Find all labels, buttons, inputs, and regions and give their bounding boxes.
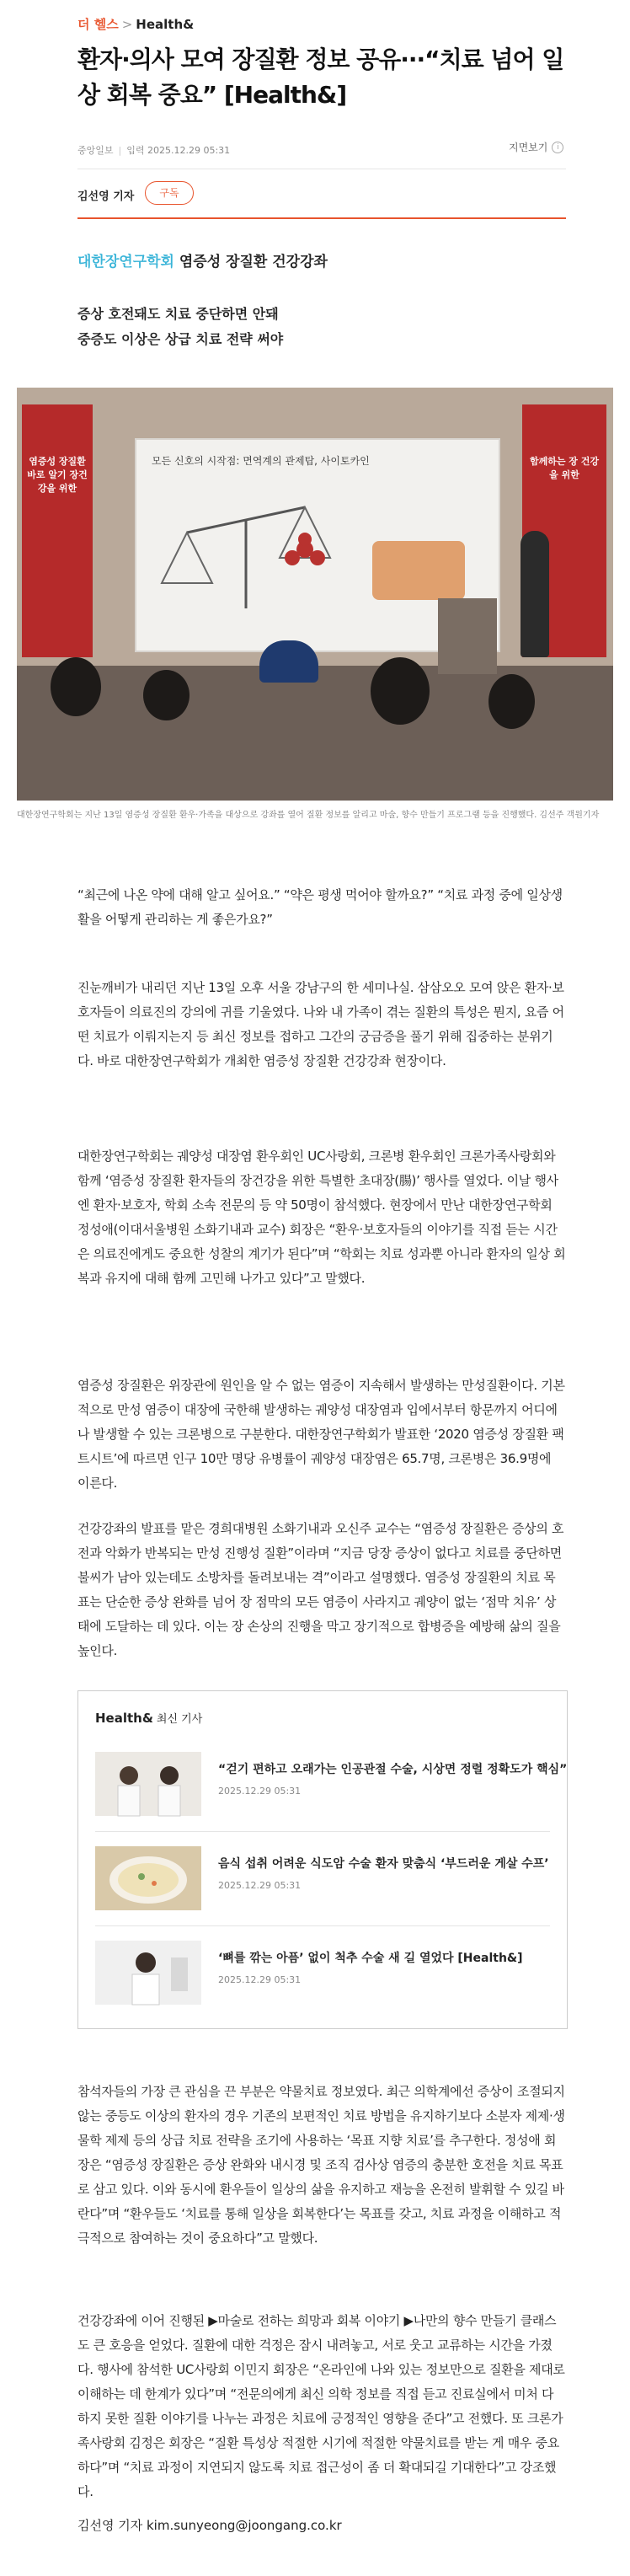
related-item[interactable] bbox=[95, 1836, 550, 1920]
related-headline: 음식 섭취 어려운 식도암 수술 환자 맞춤식 ‘부드러운 게살 수프’ bbox=[218, 1857, 549, 1871]
article-paragraph: 염증성 장질환은 위장관에 원인을 알 수 없는 염증이 지속해서 발생하는 만성질환이다. 기본적으로 만성 염증이 대장에 국한해 발생하는 궤양성 대장염과 입에서부터 항문까지 어디에나 발생할 수 있는 크론병으로 구분한다. 대한장연구학회가 발표한 ‘2020 염증성 장질환 팩트시트’에 따르면 인구 10만 명당 유병률이 궤양성 대장염은 65.7명, 크론병은 36.9명에 이른다. bbox=[77, 1378, 565, 1491]
reporter-name[interactable]: 김선영 기자 bbox=[77, 190, 135, 203]
photo-caption: 대한장연구학회는 지난 13일 염증성 장질환 환우·가족을 대상으로 강좌를 열어 질환 정보를 알리고 마술, 향수 만들기 프로그램 등을 진행했다. 김선주 객원기자 bbox=[17, 811, 600, 820]
article-summary bbox=[77, 302, 283, 352]
info-icon: i bbox=[552, 142, 563, 153]
subtitle-rest: 염증성 장질환 건강강좌 bbox=[174, 254, 328, 270]
article-paragraph: 진눈깨비가 내리던 지난 13일 오후 서울 강남구의 한 세미나실. 삼삼오오 모여 앉은 환자·보호자들이 의료진의 강의에 귀를 기울였다. 나와 내 가족이 겪는 질환의 특성은 뭔지, 요즘 어떤 치료가 이뤄지는지 등 최신 정보를 접하고 그간의 궁금증을 풀기 위해 집중하는 분위기다. 바로 대한장연구학회가 개최한 염증성 장질환 건강강좌 현장이다. bbox=[77, 980, 564, 1068]
speaker-figure bbox=[521, 531, 549, 657]
breadcrumb-separator: > bbox=[121, 17, 133, 32]
event-banner-left: 염증성 장질환 바로 알기 장건강을 위한 bbox=[22, 404, 93, 657]
breadcrumb-section[interactable]: Health& bbox=[136, 17, 195, 32]
event-banner-right: 함께하는 장 건강을 위한 bbox=[522, 404, 606, 657]
summary-line: 중증도 이상은 상급 치료 전략 써야 bbox=[77, 331, 284, 347]
related-headline: “걷기 편하고 오래가는 인공관절 수술, 시상면 정렬 정확도가 핵심” bbox=[218, 1763, 568, 1776]
related-date: 2025.12.29 05:31 bbox=[218, 1880, 302, 1891]
print-view-button[interactable] bbox=[509, 140, 563, 154]
article-paragraph: 건강강좌에 이어 진행된 ▶마술로 전하는 희망과 회복 이야기 ▶나만의 향수 만들기 클래스도 큰 호응을 얻었다. 질환에 대한 걱정은 잠시 내려놓고, 서로 웃고 교류하는 시간을 가졌다. 행사에 참석한 UC사랑회 이민지 회장은 “온라인에 나와 있는 정보만으로 질환을 제대로 이해하는 데 한계가 있다”며 “전문의에게 최신 의학 정보를 직접 듣고 진료실에서 미처 다 하지 못한 질환 이야기를 나누는 과정은 치료에 긍정적인 영향을 준다”고 전했다. 또 크론가족사랑회 김정은 회장은 “질환 특성상 적절한 시기에 적절한 약물치료를 받는 게 매우 중요하다”며 “치료 과정이 지연되지 않도록 치료 접근성이 좀 더 확대되길 기대한다”고 강조했다. bbox=[77, 2313, 565, 2499]
screen-title: 모든 신호의 시작점: 면역계의 관제탑, 사이토카인 bbox=[152, 455, 370, 467]
article-meta: 중앙일보 | 입력 2025.12.29 05:31 bbox=[77, 145, 231, 156]
print-view-label: 지면보기 bbox=[509, 142, 548, 153]
breadcrumb bbox=[77, 15, 194, 33]
related-date: 2025.12.29 05:31 bbox=[218, 1786, 302, 1797]
expand-icon[interactable]: ⛶ bbox=[601, 1154, 612, 1175]
related-title: Health& 최신 기사 bbox=[95, 1711, 203, 1726]
article-byline: 김선영 기자 kim.sunyeong@joongang.co.kr bbox=[77, 2518, 342, 2533]
divider-accent bbox=[77, 217, 566, 219]
doctor-photo bbox=[95, 1941, 201, 2005]
subscribe-button[interactable]: 구독 bbox=[145, 181, 194, 205]
doctors-photo bbox=[95, 1752, 201, 1816]
article-subtitle bbox=[77, 249, 328, 270]
related-item[interactable] bbox=[95, 1931, 550, 2015]
article-paragraph: 대한장연구학회는 궤양성 대장염 환우회인 UC사랑회, 크론병 환우회인 크론가족사랑회와 함께 ‘염증성 장질환 환자들의 장건강을 위한 특별한 초대장(腸)’ 행사를 열었다. 이날 행사엔 환자·보호자, 학회 소속 전문의 등 약 50명이 참석했다. 현장에서 만난 대한장연구학회 정성애(이대서울병원 소화기내과 교수) 회장은 “환우·보호자들의 이야기를 직접 듣는 시간은 의료진에게도 중요한 성찰의 계기가 된다”며 “학회는 치료 성과뿐 아니라 환자의 일상 회복과 유지에 대해 함께 고민해 나가고 있다”고 말했다. bbox=[77, 1149, 566, 1286]
article-paragraph: “최근에 나온 약에 대해 알고 싶어요.” “약은 평생 먹어야 할까요?” “치료 과정 중에 일상생활을 어떻게 관리하는 게 좋은가요?” bbox=[77, 887, 563, 927]
article-headline: 환자·의사 모여 장질환 정보 공유···“치료 넘어 일상 회복 중요” [Health&] bbox=[77, 46, 564, 109]
subtitle-org: 대한장연구학회 bbox=[77, 254, 174, 270]
article-paragraph: 건강강좌의 발표를 맡은 경희대병원 소화기내과 오신주 교수는 “염증성 장질환은 증상의 호전과 악화가 반복되는 만성 진행성 질환”이라며 “지금 당장 증상이 없다고 치료를 중단하면 불씨가 남아 있는데도 소방차를 돌려보내는 격”이라고 설명했다. 염증성 장질환의 치료 목표는 단순한 증상 완화를 넘어 장 점막의 모든 염증이 사라지고 궤양이 없는 ‘점막 치유’ 상태에 도달하는 데 있다. 이는 장 손상의 진행을 막고 장기적으로 합병증을 예방해 삶의 질을 높인다. bbox=[77, 1521, 564, 1658]
soup-photo bbox=[95, 1846, 201, 1910]
related-date: 2025.12.29 05:31 bbox=[218, 1974, 302, 1985]
related-articles bbox=[77, 1690, 568, 2029]
meta-source: 중앙일보 bbox=[77, 145, 114, 156]
related-item[interactable] bbox=[95, 1742, 568, 1826]
article-paragraph: 참석자들의 가장 큰 관심을 끈 부분은 약물치료 정보였다. 최근 의학계에선 증상이 조절되지 않는 중등도 이상의 환자의 경우 기존의 보편적인 치료 방법을 유지하기보다 소분자 제제·생물학 제제 등의 상급 치료 전략을 조기에 사용하는 ‘목표 지향 치료’를 추구한다. 정성애 회장은 “염증성 장질환은 증상 완화와 내시경 및 조직 검사상 염증의 충분한 호전을 치료 목표로 삼고 있다. 이와 동시에 환우들이 일상의 삶을 유지하고 재능을 온전히 발휘할 수 있길 바란다”며 “환우들도 ‘치료를 통해 일상을 회복한다’는 목표를 갖고, 치료 과정을 이해하고 적극적으로 참여하는 것이 중요하다”고 말했다. bbox=[77, 2084, 565, 2246]
meta-published: 입력 2025.12.29 05:31 bbox=[126, 145, 231, 156]
summary-line: 증상 호전돼도 치료 중단하면 안돼 bbox=[77, 306, 279, 322]
breadcrumb-brand[interactable]: 더 헬스 bbox=[77, 17, 119, 32]
related-headline: ‘뼈를 깎는 아픔’ 없이 척추 수술 새 길 열었다 [Health&] bbox=[218, 1952, 523, 1965]
